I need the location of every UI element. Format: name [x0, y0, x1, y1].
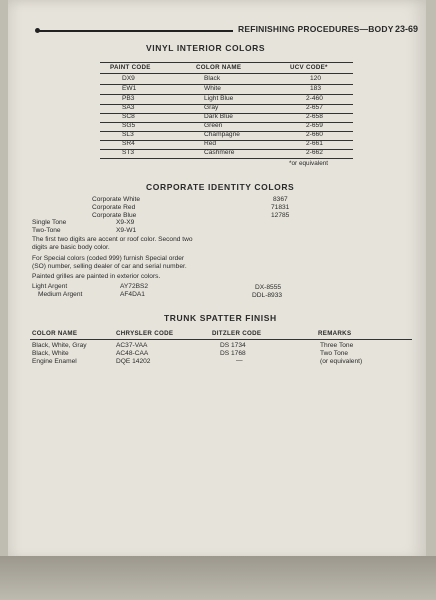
corporate-color-code: 8367 [273, 196, 288, 203]
trunk-header-remarks: REMARKS [318, 330, 352, 337]
argent-ditzler-code: DX-8555 [255, 284, 282, 291]
remarks-cell: (or equivalent) [320, 358, 363, 365]
ditzler-code-cell: DS 1734 [220, 342, 246, 349]
trunk-header-ditzler-code: DITZLER CODE [212, 330, 262, 337]
vinyl-table-top-rule [100, 62, 353, 63]
vinyl-header-ucv-code: UCV CODE* [290, 64, 328, 71]
tone-label: Single Tone [32, 219, 67, 226]
ucv-code-cell: 2-662 [306, 149, 323, 156]
argent-name: Medium Argent [38, 291, 83, 298]
chrysler-code-cell: AC48-CAA [116, 350, 149, 357]
color-name-cell: Dark Blue [204, 113, 233, 120]
remarks-cell: Three Tone [320, 342, 354, 349]
ucv-code-cell: 2-660 [306, 131, 323, 138]
paint-code-cell: ST3 [122, 149, 135, 156]
color-name-cell: Red [204, 140, 217, 147]
color-name-cell: Green [204, 122, 223, 129]
color-name-cell: Engine Enamel [32, 358, 77, 365]
vinyl-header-paint-code: PAINT CODE [110, 64, 151, 71]
tone-code: X9-X9 [116, 219, 135, 226]
ucv-code-cell: 2-658 [306, 113, 323, 120]
paint-code-cell: DX9 [122, 75, 135, 82]
note-grilles: Painted grilles are painted in exterior colors. [32, 273, 161, 280]
vinyl-table-bottom-rule [100, 158, 353, 159]
paint-code-cell: PB3 [122, 95, 135, 102]
vinyl-header-rule [100, 73, 353, 74]
note-accent-line-1: The first two digits are accent or roof color. Second two [32, 236, 193, 243]
header-rule [38, 30, 233, 32]
page-bottom-shadow [0, 556, 436, 600]
trunk-title: TRUNK SPATTER FINISH [164, 313, 277, 323]
running-head [38, 24, 418, 36]
trunk-header-color-name: COLOR NAME [32, 330, 78, 337]
vinyl-header-color-name: COLOR NAME [196, 64, 242, 71]
color-name-cell: Cashmere [204, 149, 235, 156]
ucv-code-cell: 2-661 [306, 140, 323, 147]
ditzler-code-cell: — [236, 357, 243, 364]
color-name-cell: White [204, 85, 221, 92]
vinyl-title: VINYL INTERIOR COLORS [146, 43, 266, 53]
corporate-color-code: 71831 [271, 204, 290, 211]
corporate-color-name: Corporate White [92, 196, 141, 203]
color-name-cell: Champagne [204, 131, 240, 138]
trunk-header-chrysler-code: CHRYSLER CODE [116, 330, 174, 337]
color-name-cell: Black, White [32, 350, 69, 357]
note-special-line-2: (SO) number, selling dealer of car and serial number. [32, 263, 187, 270]
paint-code-cell: EW1 [122, 85, 137, 92]
color-name-cell: Black, White, Gray [32, 342, 87, 349]
tone-code: X9-W1 [116, 227, 137, 234]
argent-code: AF4DA1 [120, 291, 145, 298]
corporate-color-code: 12785 [271, 212, 290, 219]
ucv-code-cell: 2-659 [306, 122, 323, 129]
ucv-code-cell: 2-657 [306, 104, 323, 111]
ucv-code-cell: 120 [310, 75, 322, 82]
argent-ditzler-code: DDL-8933 [252, 292, 283, 299]
color-name-cell: Gray [204, 104, 219, 111]
paint-code-cell: SR4 [122, 140, 135, 147]
vinyl-footnote: *or equivalent [289, 160, 329, 167]
corporate-color-name: Corporate Blue [92, 212, 137, 219]
trunk-header-rule [30, 339, 412, 340]
chrysler-code-cell: DQE 14202 [116, 358, 151, 365]
page-number: 23-69 [394, 24, 418, 34]
tone-label: Two-Tone [32, 227, 61, 234]
remarks-cell: Two Tone [320, 350, 349, 357]
paint-code-cell: SA3 [122, 104, 135, 111]
paint-code-cell: SC8 [122, 113, 135, 120]
corporate-color-name: Corporate Red [92, 204, 136, 211]
manual-page [8, 0, 426, 560]
corporate-title: CORPORATE IDENTITY COLORS [146, 182, 295, 192]
ucv-code-cell: 2-460 [306, 95, 323, 102]
note-special-line-1: For Special colors (coded 999) furnish Special order [32, 255, 185, 262]
ucv-code-cell: 183 [310, 85, 322, 92]
paint-code-cell: SG5 [122, 122, 136, 129]
ditzler-code-cell: DS 1768 [220, 350, 246, 357]
chrysler-code-cell: AC37-VAA [116, 342, 148, 349]
note-accent-line-2: digits are basic body color. [32, 244, 110, 251]
color-name-cell: Black [204, 75, 221, 82]
color-name-cell: Light Blue [204, 95, 234, 102]
argent-code: AY72BS2 [120, 283, 149, 290]
argent-name: Light Argent [32, 283, 68, 290]
paint-code-cell: SL3 [122, 131, 134, 138]
section-title: REFINISHING PROCEDURES—BODY [238, 24, 394, 34]
